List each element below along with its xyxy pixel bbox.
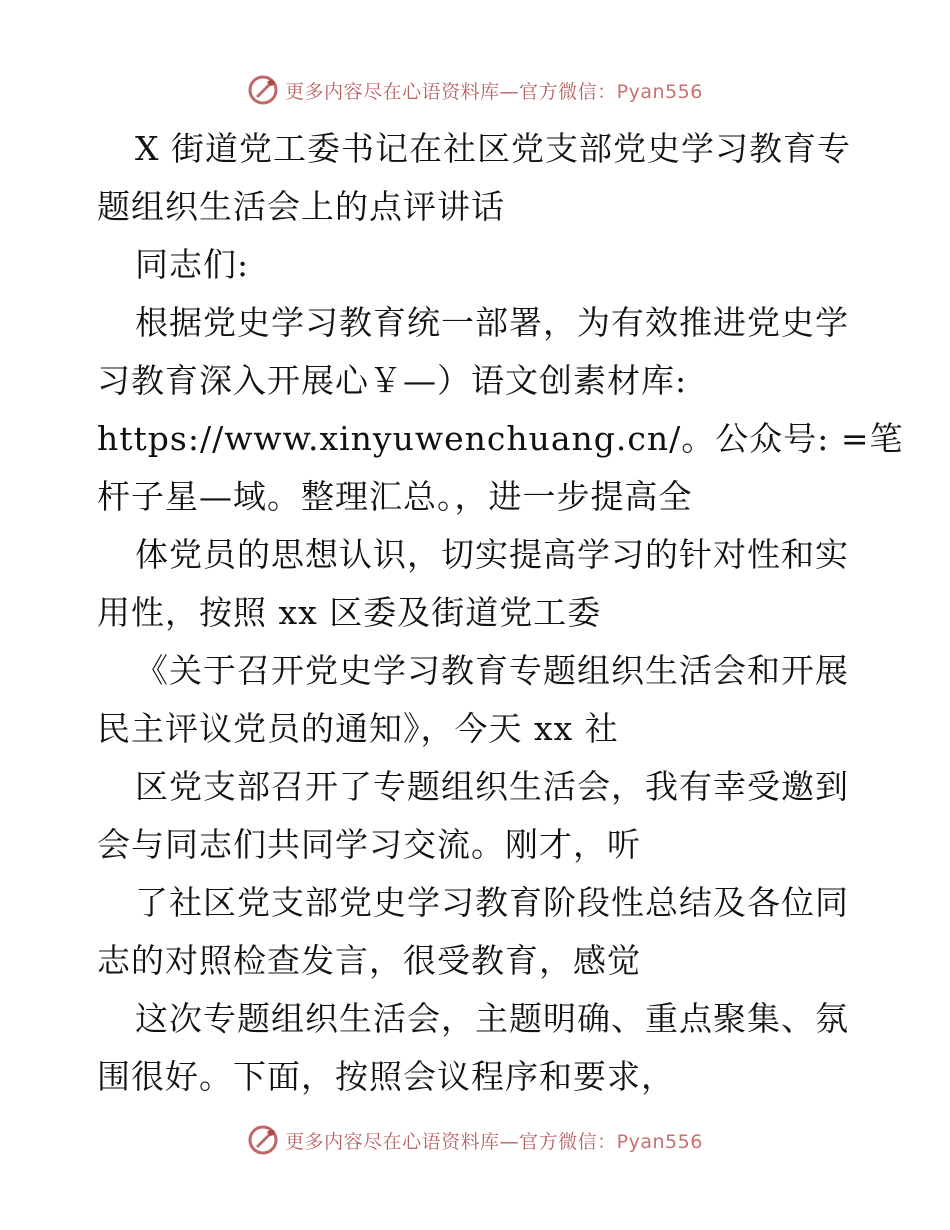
- body-line: 会与同志们共同学习交流。刚才，听: [97, 825, 641, 864]
- header-watermark-banner: [0, 70, 950, 110]
- body-line: https://www.xinyuwenchuang.cn/。公众号: =笔: [97, 419, 904, 458]
- body-line: 《关于召开党史学习教育专题组织生活会和开展: [135, 651, 849, 690]
- body-line: 体党员的思想认识，切实提高学习的针对性和实: [135, 535, 849, 574]
- body-line: 习教育深入开展心￥—）语文创素材库:: [97, 361, 688, 400]
- salutation: 同志们:: [135, 245, 250, 284]
- footer-watermark-banner: [0, 1120, 950, 1160]
- body-line: 志的对照检查发言，很受教育，感觉: [97, 941, 641, 980]
- body-line: 用性，按照 xx 区委及街道党工委: [97, 593, 602, 632]
- body-line: 区党支部召开了专题组织生活会，我有幸受邀到: [135, 767, 849, 806]
- header-wechat-id: Pyan556: [616, 80, 703, 103]
- body-line: 围很好。下面，按照会议程序和要求，: [97, 1057, 675, 1096]
- body-line: 这次专题组织生活会，主题明确、重点聚集、氛: [135, 999, 849, 1038]
- quill-logo-icon: [247, 74, 279, 106]
- body-line: 杆子星—域。整理汇总。，进一步提高全: [97, 477, 693, 516]
- body-line: 民主评议党员的通知》，今天 xx 社: [97, 709, 619, 748]
- document-title-line-2: 题组织生活会上的点评讲话: [97, 187, 505, 226]
- footer-watermark-text: 更多内容尽在心语资料库—官方微信：Pyan556: [285, 1130, 703, 1153]
- header-watermark-text: 更多内容尽在心语资料库—官方微信：Pyan556: [285, 80, 703, 103]
- document-title-line-1: X 街道党工委书记在社区党支部党史学习教育专: [135, 129, 851, 168]
- footer-wechat-id: Pyan556: [616, 1130, 703, 1153]
- quill-logo-icon: [247, 1124, 279, 1156]
- document-body: [97, 120, 904, 1106]
- body-line: 根据党史学习教育统一部署，为有效推进党史学: [135, 303, 849, 342]
- body-line: 了社区党支部党史学习教育阶段性总结及各位同: [135, 883, 849, 922]
